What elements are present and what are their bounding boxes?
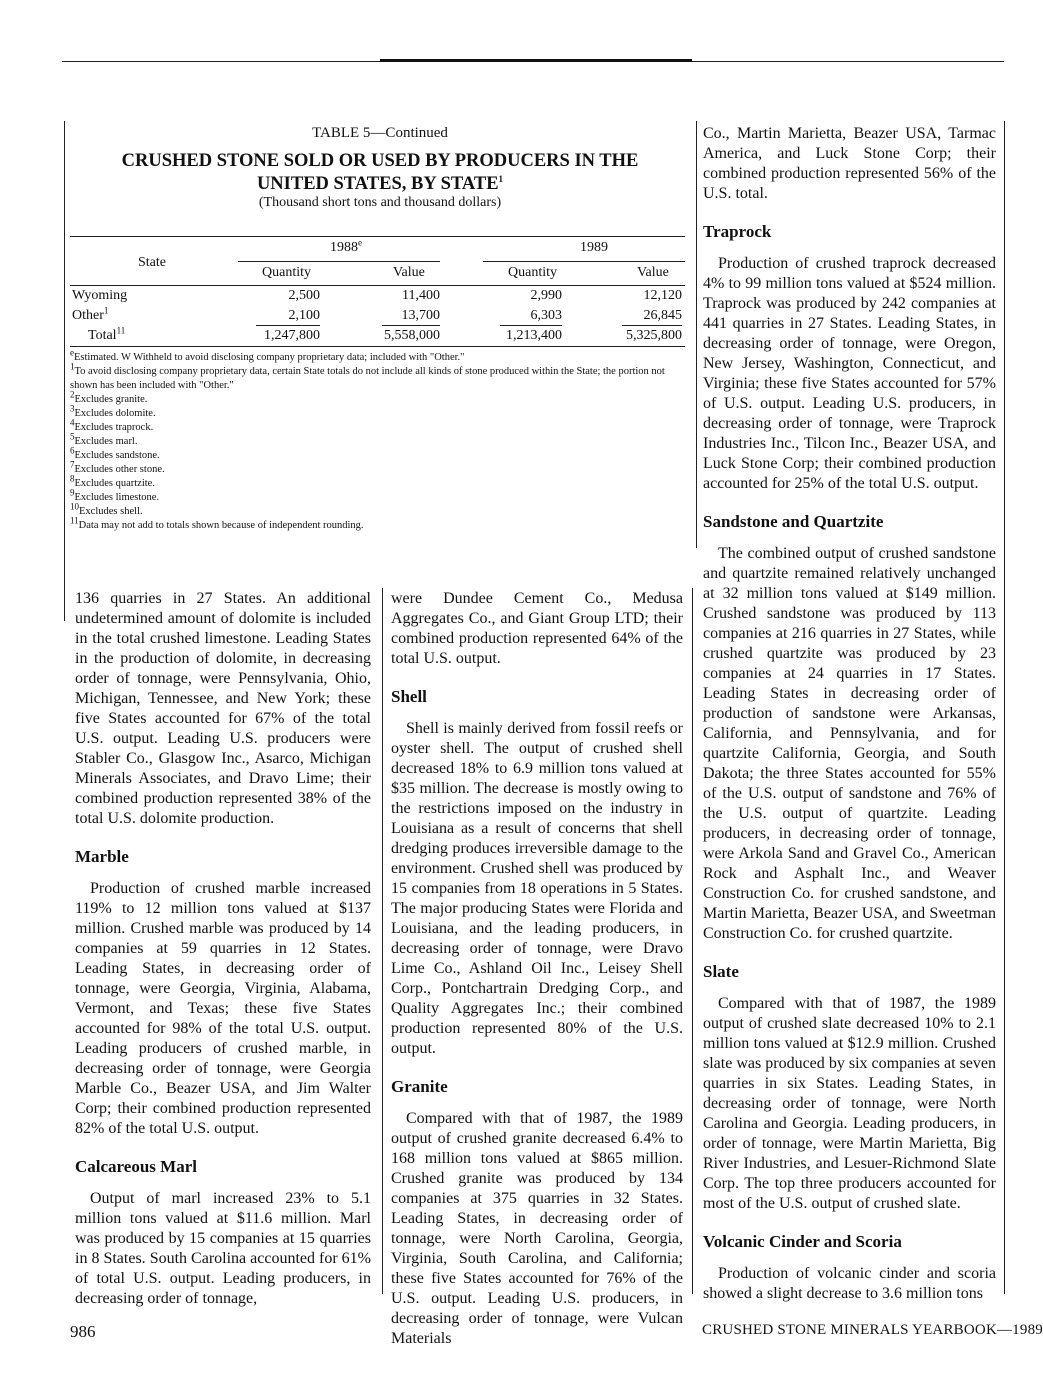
top-rule-accent <box>380 59 692 62</box>
row-total-v1989: 5,325,800 <box>626 328 682 343</box>
table-caption: TABLE 5—Continued <box>312 125 448 141</box>
table-title <box>70 150 690 196</box>
table-units: (Thousand short tons and thousand dollars) <box>258 195 502 210</box>
header-quantity-1988: Quantity <box>262 265 311 280</box>
right-margin-rule <box>1004 121 1005 1294</box>
subtotal-rule-q1988 <box>256 325 320 326</box>
footnote: $^{10}$Excludes shell. <box>70 501 143 517</box>
header-year-1988: 1988e <box>330 237 362 255</box>
row-wyoming-q1989: 2,990 <box>530 288 562 303</box>
paragraph-shell: Shell is mainly derived from fossil reefs or oyster shell. The output of crushed shell decreased 18% to 6.9 million tons valued at $35 million. The decrease is mostly owing to the restrictions imposed on the industry in Louisiana as a result of concerns that shell dredging produces irreversible damage to the environment. Crushed shell was produced by 15 companies from 18 operations in 5 States. The major producing States were Florida and Louisiana, and the leading producers, in decreasing order of tonnage, were Dravo Lime Co., Ashland Oil Inc., Leisey Shell Corp., Pontchartrain Dredging Corp., and Quality Aggregates Inc.; their combined production represented 80% of the U.S. output. <box>391 720 683 1057</box>
paragraph-dolomite-continued: 136 quarries in 27 States. An additional undetermined amount of dolomite is included in the total crushed limestone. Leading States in the production of dolomite, in decreasing order of tonnage, were Pennsylvania, Ohio, Michigan, Tennessee, and New York; these five States accounted for 67% of the total U.S. output. Leading U.S. producers were Stabler Co., Glasgow Inc., Asarco, Michigan Minerals Associates, and Dravo Lime; their combined production represented 38% of the total U.S. dolomite production. <box>75 590 371 827</box>
paragraph-granite: Compared with that of 1987, the 1989 output of crushed granite decreased 6.4% to 168 million tons valued at $865 million. Crushed granite was produced by 134 companies at 375 quarries in 32 States. Leading States, in decreasing order of tonnage, were North Carolina, Georgia, Virginia, South Carolina, and California; these five States accounted for 76% of the U.S. output. Leading U.S. producers, in decreasing order of tonnage, were Vulcan Materials <box>391 1110 683 1347</box>
row-total-q1988: 1,247,800 <box>264 328 320 343</box>
heading-granite: Granite <box>391 1077 448 1096</box>
heading-sandstone-quartzite: Sandstone and Quartzite <box>703 512 884 531</box>
paragraph-calcareous-marl: Output of marl increased 23% to 5.1 million tons valued at $11.6 million. Marl was produced by 15 companies at 15 quarries in 8 States. South Carolina accounted for 61% of total U.S. output. Leading producers, in decreasing order of tonnage, <box>75 1190 371 1307</box>
header-state: State <box>138 255 166 270</box>
subtotal-rule-v1988 <box>382 325 440 326</box>
table-rule-bottom <box>70 346 685 347</box>
footnote: $^7$Excludes other stone. <box>70 459 165 475</box>
heading-volcanic-cinder: Volcanic Cinder and Scoria <box>703 1232 902 1251</box>
row-total-v1988: 5,558,000 <box>384 328 440 343</box>
column-divider-2 <box>692 588 693 1294</box>
table-rule-top <box>70 236 685 237</box>
row-total-q1989: 1,213,400 <box>506 328 562 343</box>
footnote: $^6$Excludes sandstone. <box>70 445 160 461</box>
running-title: CRUSHED STONE MINERALS YEARBOOK—1989 <box>702 1322 1043 1338</box>
footnote: $^9$Excludes limestone. <box>70 487 160 503</box>
table-title-line2: UNITED STATES, BY STATE$^1$ <box>256 173 504 194</box>
header-year-1989: 1989 <box>580 240 608 255</box>
header-span-rule-1989 <box>483 261 685 262</box>
row-other-v1988: 13,700 <box>401 308 440 323</box>
heading-marble: Marble <box>75 847 129 866</box>
table-right-rule <box>696 121 697 548</box>
column-right <box>703 124 996 1304</box>
header-rule-bottom <box>70 285 685 286</box>
left-margin-rule <box>64 121 65 621</box>
heading-shell: Shell <box>391 687 427 706</box>
column-left <box>75 589 371 1309</box>
row-wyoming-state: Wyoming <box>72 288 128 303</box>
header-value-1989: Value <box>637 265 669 280</box>
paragraph-granite-continued: Co., Martin Marietta, Beazer USA, Tarmac America, and Luck Stone Corp; their combined production represented 56% of the U.S. total. <box>703 125 996 202</box>
header-span-rule-1988 <box>238 261 440 262</box>
heading-slate: Slate <box>703 962 739 981</box>
header-value-1988: Value <box>393 265 425 280</box>
row-total-state: Total$^{11}$ <box>88 325 126 343</box>
footnote: $^e$Estimated. W Withheld to avoid disclosing company proprietary data; included with "Other." <box>70 347 465 363</box>
column-middle <box>391 589 683 1349</box>
table-title-line1: CRUSHED STONE SOLD OR USED BY PRODUCERS IN THE <box>121 151 639 171</box>
footnote: $^8$Excludes quartzite. <box>70 473 155 489</box>
subtotal-rule-q1989 <box>500 325 562 326</box>
footnote: $^{11}$Data may not add to totals shown because of independent rounding. <box>70 515 364 531</box>
paragraph-marl-continued: were Dundee Cement Co., Medusa Aggregates Co., and Giant Group LTD; their combined production represented 64% of the total U.S. output. <box>391 590 683 667</box>
footnote: $^1$To avoid disclosing company proprietary data, certain State totals do not include all kinds of stone produced within the State; the portion not shown has been included with "Other." <box>70 361 665 391</box>
row-wyoming-v1989: 12,120 <box>643 288 682 303</box>
footnote: $^4$Excludes traprock. <box>70 417 154 433</box>
row-other-v1989: 26,845 <box>643 308 682 323</box>
paragraph-sandstone-quartzite: The combined output of crushed sandstone and quartzite remained relatively unchanged at 32 million tons valued at $149 million. Crushed sandstone was produced by 113 companies at 216 quarries in 27 States, while crushed quartzite was produced by 23 companies at 24 quarries in 17 States. Leading States in decreasing order of production of sandstone were Arkansas, California, and Pennsylvania, and for quartzite California, Georgia, and South Dakota; the three States accounted for 55% of the U.S. output of sandstone and 76% of the U.S. output of quartzite. Leading producers, in decreasing order of tonnage, were Arkola Sand and Gravel Co., American Rock and Asphalt Inc., and Weaver Construction Co. for crushed sandstone, and Martin Marietta, Beazer USA, and Sweetman Construction Co. for crushed quartzite. <box>703 545 996 942</box>
paragraph-marble: Production of crushed marble increased 119% to 12 million tons valued at $137 million. Crushed marble was produced by 14 companies at 59 quarries in 12 States. Leading States, in decreasing order of tonnage, were Georgia, Virginia, Alabama, Vermont, and Texas; these five States accounted for 98% of the total U.S. output. Leading producers of crushed marble, in decreasing order of tonnage, were Georgia Marble Co., Beazer USA, and Jim Walter Corp; their combined production represented 82% of the total U.S. output. <box>75 880 371 1137</box>
heading-traprock: Traprock <box>703 222 772 241</box>
paragraph-volcanic-cinder: Production of volcanic cinder and scoria showed a slight decrease to 3.6 million tons <box>703 1265 996 1302</box>
page-number: 986 <box>70 1322 96 1341</box>
column-divider-1 <box>382 588 383 1294</box>
row-wyoming-q1988: 2,500 <box>288 288 320 303</box>
header-quantity-1989: Quantity <box>508 265 557 280</box>
paragraph-slate: Compared with that of 1987, the 1989 output of crushed slate decreased 10% to 2.1 million tons valued at $12.9 million. Crushed slate was produced by six companies at seven quarries in six States. Leading States, in decreasing order of tonnage, were North Carolina and Georgia. Leading producers, in order of tonnage, were Martin Marietta, Big River Industries, and Lesuer-Richmond Slate Corp. The top three producers accounted for most of the U.S. output of crushed slate. <box>703 995 996 1212</box>
paragraph-traprock: Production of crushed traprock decreased 4% to 99 million tons valued at $524 million. Traprock was produced by 242 companies at 441 quarries in 27 States. Leading States, in decreasing order of tonnage, were Oregon, New Jersey, Washington, Connecticut, and Virginia; these five States accounted for 57% of U.S. output. Leading U.S. producers, in decreasing order of tonnage, were Traprock Industries Inc., Tilcon Inc., Beazer USA, and Luck Stone Corp; their combined production accounted for 25% of the total U.S. output. <box>703 255 996 492</box>
row-other-state: Other$^1$ <box>72 305 109 323</box>
footnote: $^3$Excludes dolomite. <box>70 403 156 419</box>
table-footnotes <box>70 347 685 533</box>
footnote: $^2$Excludes granite. <box>70 389 148 405</box>
row-wyoming-v1988: 11,400 <box>402 288 440 303</box>
footnote: $^5$Excludes marl. <box>70 431 138 447</box>
heading-calcareous-marl: Calcareous Marl <box>75 1157 197 1176</box>
row-other-q1988: 2,100 <box>288 308 320 323</box>
row-other-q1989: 6,303 <box>530 308 562 323</box>
subtotal-rule-v1989 <box>622 325 682 326</box>
